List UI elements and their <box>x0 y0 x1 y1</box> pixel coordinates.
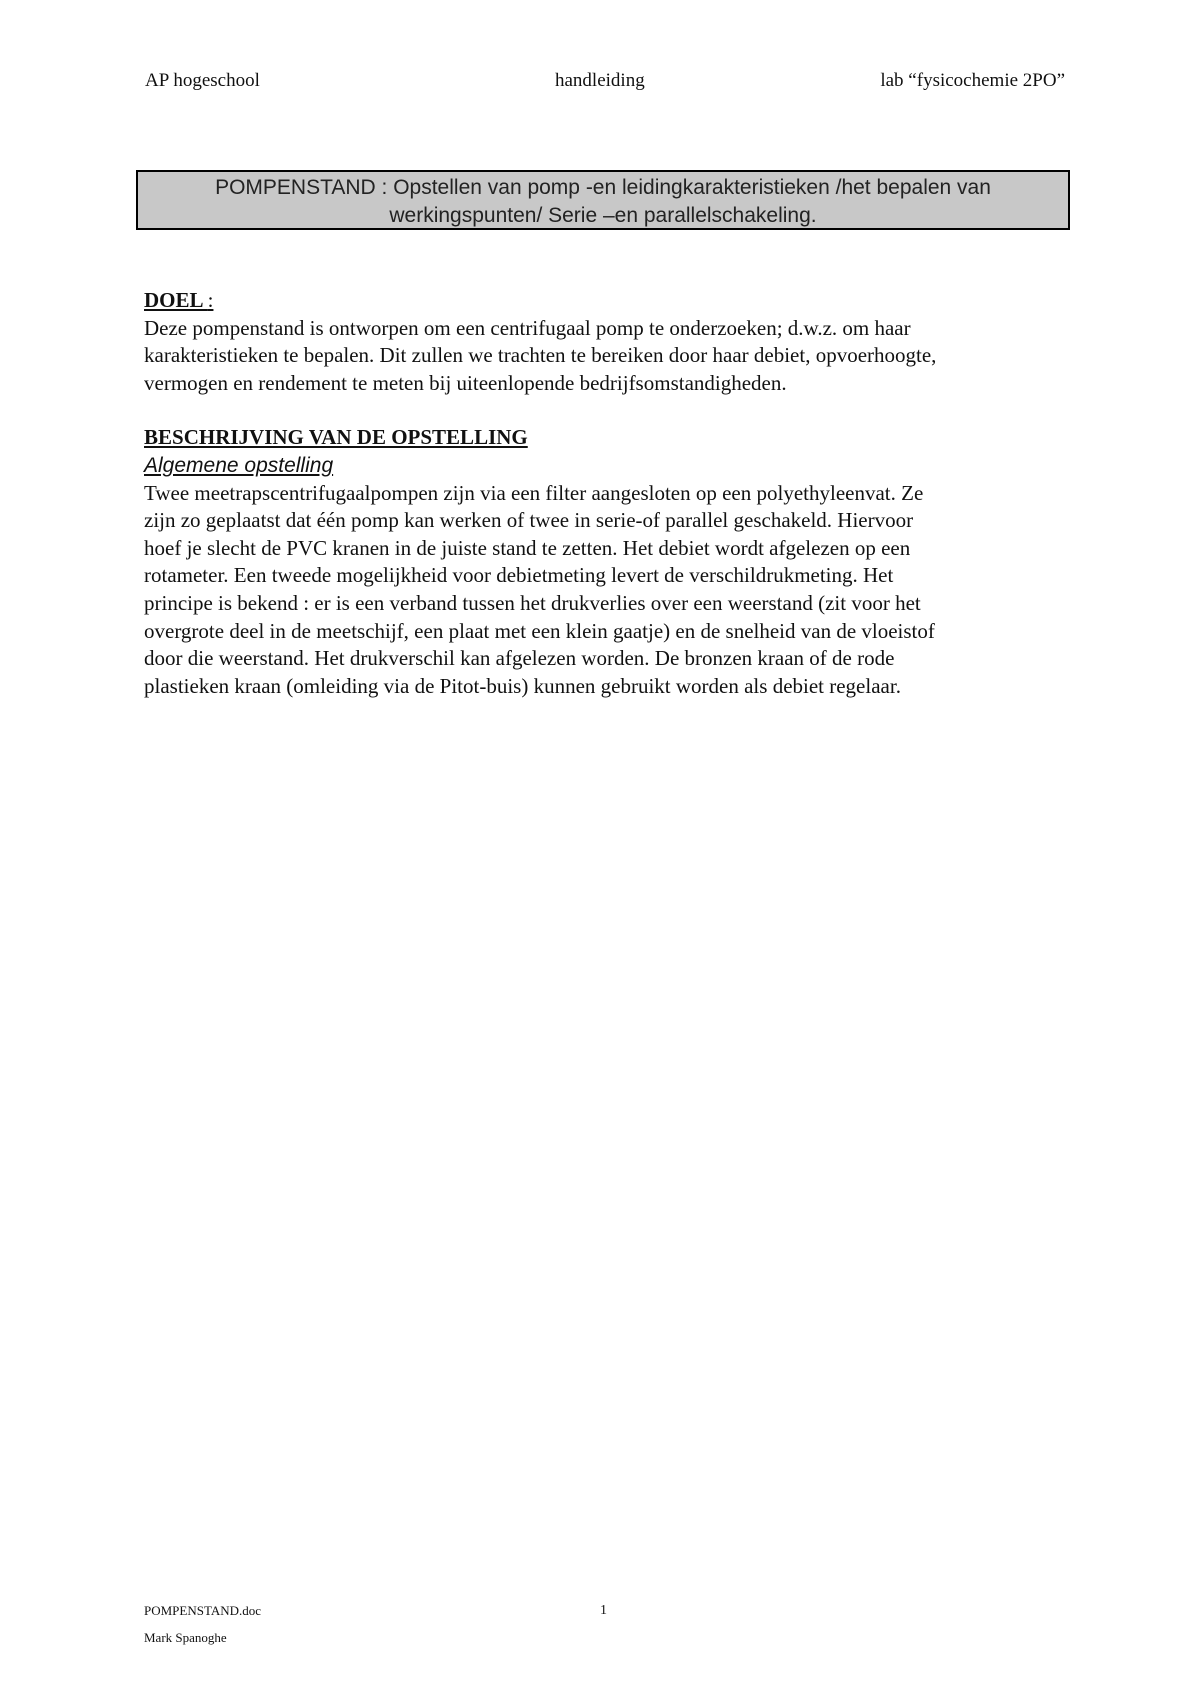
beschrijving-section <box>144 424 1074 700</box>
beschrijving-line: plastieken kraan (omleiding via de Pitot-buis) kunnen gebruikt worden als debiet regelaar. <box>144 673 901 698</box>
doel-heading-text: DOEL <box>144 288 208 312</box>
beschrijving-line: zijn zo geplaatst dat één pomp kan werken of twee in serie-of parallel geschakeld. Hiervoor <box>144 508 914 533</box>
beschrijving-line: Twee meetrapscentrifugaalpompen zijn via een filter aangesloten op een polyethyleenvat. Ze <box>144 480 924 505</box>
beschrijving-line: overgrote deel in de meetschijf, een plaat met een klein gaatje) en de snelheid van de vloeistof <box>144 618 935 643</box>
beschrijving-line: rotameter. Een tweede mogelijkheid voor debietmeting levert de verschildrukmeting. Het <box>144 563 894 588</box>
algemene-opstelling-subheading: Algemene opstelling <box>144 453 334 477</box>
document-body <box>144 287 1074 700</box>
footer-filename: POMPENSTAND.doc <box>144 1603 262 1618</box>
footer-page-number: 1 <box>600 1603 607 1618</box>
title-line-2: werkingspunten/ Serie –en parallelschakeling. <box>389 204 817 227</box>
beschrijving-line: principe is bekend : er is een verband tussen het drukverlies over een weerstand (zit voor het <box>144 590 921 615</box>
beschrijving-line: hoef je slecht de PVC kranen in de juiste stand te zetten. Het debiet wordt afgelezen op een <box>144 535 911 560</box>
title-line-1: POMPENSTAND : Opstellen van pomp -en leidingkarakteristieken /het bepalen van <box>215 176 991 199</box>
doel-section <box>144 287 1074 397</box>
title-box <box>136 170 1070 230</box>
doel-line: vermogen en rendement te meten bij uiteenlopende bedrijfsomstandigheden. <box>144 370 787 395</box>
header-document-type: handleiding <box>555 70 645 91</box>
beschrijving-line: door die weerstand. Het drukverschil kan afgelezen worden. De bronzen kraan of de rode <box>144 646 895 671</box>
footer-author: Mark Spanoghe <box>144 1630 227 1645</box>
header-school: AP hogeschool <box>145 70 260 91</box>
doel-paragraph <box>144 315 1074 398</box>
doel-line: karakteristieken te bepalen. Dit zullen we trachten te bereiken door haar debiet, opvoerhoogte, <box>144 343 937 368</box>
doel-line: Deze pompenstand is ontworpen om een centrifugaal pomp te onderzoeken; d.w.z. om haar <box>144 315 911 340</box>
doel-heading <box>144 287 1074 315</box>
beschrijving-heading: BESCHRIJVING VAN DE OPSTELLING <box>144 425 528 450</box>
page-header <box>145 70 1065 96</box>
header-lab-name: lab “fysicochemie 2PO” <box>880 70 1065 91</box>
doel-heading-colon: : <box>207 288 214 312</box>
beschrijving-paragraph <box>144 480 1074 701</box>
section-spacer <box>144 397 1074 424</box>
